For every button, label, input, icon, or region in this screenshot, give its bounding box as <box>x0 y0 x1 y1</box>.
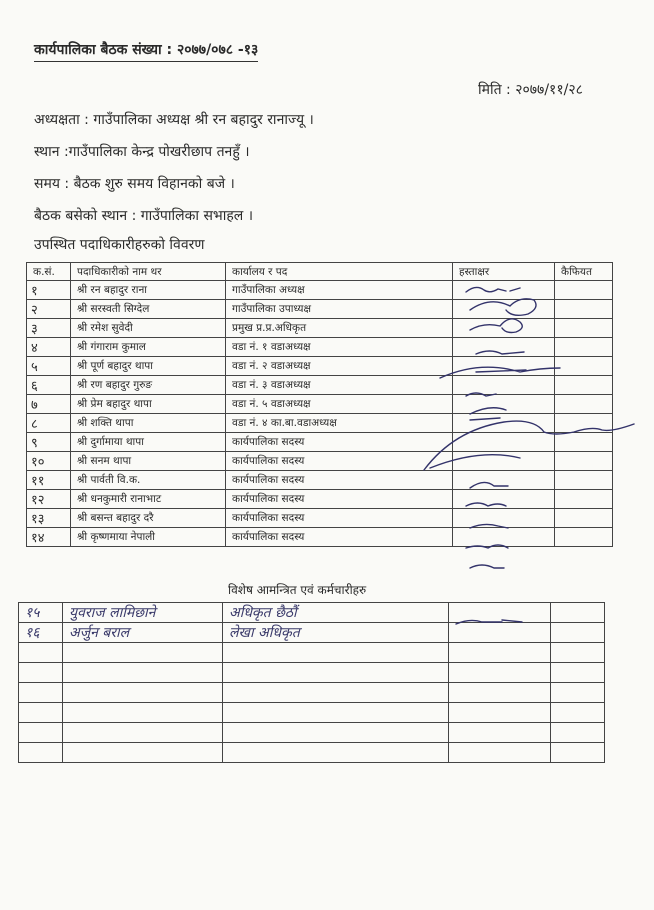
invitee-name <box>63 703 223 723</box>
attendees-heading: उपस्थित पदाधिकारीहरुको विवरण <box>34 237 205 253</box>
attendee-post: कार्यपालिका सदस्य <box>226 433 453 452</box>
attendee-row <box>27 395 613 414</box>
attendee-row <box>27 319 613 338</box>
attendee-remarks-cell <box>555 528 613 547</box>
invitee-post: लेखा अधिकृत <box>223 623 449 643</box>
attendee-post: प्रमुख प्र.प्र.अधिकृत <box>226 319 453 338</box>
invitee-signature-cell <box>449 603 551 623</box>
attendee-name: श्री गंगाराम कुमाल <box>71 338 226 357</box>
attendee-name: श्री पार्वती वि.क. <box>71 471 226 490</box>
meeting-title: कार्यपालिका बैठक संख्या : २०७७/०७८ -१३ <box>34 40 258 62</box>
attendee-post: वडा नं. ३ वडाअध्यक्ष <box>226 376 453 395</box>
attendee-name: श्री सरस्वती सिग्देल <box>71 300 226 319</box>
time-line: समय : बैठक शुरु समय विहानको बजे । <box>34 176 235 192</box>
attendee-post: गाउँपालिका उपाध्यक्ष <box>226 300 453 319</box>
attendee-signature-cell <box>453 471 555 490</box>
header-signature: हस्ताक्षर <box>453 263 555 281</box>
invitee-row <box>19 683 605 703</box>
attendee-sn: १० <box>27 452 71 471</box>
invitee-sn: १६ <box>19 623 63 643</box>
invitee-post <box>223 723 449 743</box>
attendee-sn: ८ <box>27 414 71 433</box>
attendee-sn: १३ <box>27 509 71 528</box>
invitee-post: अधिकृत छैठौं <box>223 603 449 623</box>
invitee-remarks-cell <box>551 623 605 643</box>
attendee-name: श्री कृष्णमाया नेपाली <box>71 528 226 547</box>
attendee-name: श्री प्रेम बहादुर थापा <box>71 395 226 414</box>
attendee-name: श्री बसन्त बहादुर दरै <box>71 509 226 528</box>
invitee-remarks-cell <box>551 723 605 743</box>
attendee-row <box>27 357 613 376</box>
attendee-signature-cell <box>453 528 555 547</box>
attendee-signature-cell <box>453 414 555 433</box>
attendee-row <box>27 300 613 319</box>
attendee-signature-cell <box>453 319 555 338</box>
attendee-row <box>27 433 613 452</box>
invitee-name <box>63 643 223 663</box>
invitee-signature-cell <box>449 683 551 703</box>
attendee-name: श्री रन बहादुर राना <box>71 281 226 300</box>
attendee-remarks-cell <box>555 452 613 471</box>
invitee-remarks-cell <box>551 663 605 683</box>
attendee-signature-cell <box>453 490 555 509</box>
attendee-signature-cell <box>453 281 555 300</box>
attendee-sn: १२ <box>27 490 71 509</box>
invitee-name <box>63 743 223 763</box>
invitee-name <box>63 683 223 703</box>
attendee-post: वडा नं. २ वडाअध्यक्ष <box>226 357 453 376</box>
invitee-sn <box>19 683 63 703</box>
attendee-signature-cell <box>453 395 555 414</box>
invitee-signature-cell <box>449 643 551 663</box>
attendee-remarks-cell <box>555 338 613 357</box>
attendee-post: वडा नं. १ वडाअध्यक्ष <box>226 338 453 357</box>
invitee-post <box>223 683 449 703</box>
attendee-remarks-cell <box>555 281 613 300</box>
attendee-sn: ९ <box>27 433 71 452</box>
invitee-row <box>19 623 605 643</box>
invitee-signature-cell <box>449 623 551 643</box>
attendee-remarks-cell <box>555 471 613 490</box>
attendee-name: श्री रण बहादुर गुरुङ <box>71 376 226 395</box>
invitee-row <box>19 743 605 763</box>
attendee-sn: ४ <box>27 338 71 357</box>
venue-line: बैठक बसेको स्थान : गाउँपालिका सभाहल । <box>34 208 254 224</box>
invitees-table <box>18 602 605 763</box>
attendee-sn: १ <box>27 281 71 300</box>
invitee-signature-cell <box>449 723 551 743</box>
attendee-post: गाउँपालिका अध्यक्ष <box>226 281 453 300</box>
invitee-row <box>19 663 605 683</box>
attendee-name: श्री धनकुमारी रानाभाट <box>71 490 226 509</box>
attendee-remarks-cell <box>555 376 613 395</box>
invitee-sn: १५ <box>19 603 63 623</box>
special-invitees-heading: विशेष आमन्त्रित एवं कर्मचारीहरु <box>228 583 367 597</box>
header-name: पदाधिकारीको नाम थर <box>71 263 226 281</box>
attendee-sn: १४ <box>27 528 71 547</box>
invitee-remarks-cell <box>551 743 605 763</box>
attendee-post: कार्यपालिका सदस्य <box>226 490 453 509</box>
attendee-row <box>27 471 613 490</box>
attendee-sn: ११ <box>27 471 71 490</box>
attendee-name: श्री पूर्ण बहादुर थापा <box>71 357 226 376</box>
attendee-sn: २ <box>27 300 71 319</box>
invitee-post <box>223 703 449 723</box>
invitee-remarks-cell <box>551 703 605 723</box>
attendee-remarks-cell <box>555 395 613 414</box>
attendee-sn: ३ <box>27 319 71 338</box>
invitee-sn <box>19 723 63 743</box>
invitee-signature-cell <box>449 663 551 683</box>
invitee-name: युवराज लामिछाने <box>63 603 223 623</box>
attendee-remarks-cell <box>555 490 613 509</box>
attendee-remarks-cell <box>555 433 613 452</box>
meeting-date: मिति : २०७७/११/२८ <box>478 82 583 98</box>
invitee-post <box>223 743 449 763</box>
attendee-signature-cell <box>453 300 555 319</box>
header-sn: क.सं. <box>27 263 71 281</box>
invitee-sn <box>19 703 63 723</box>
attendee-signature-cell <box>453 452 555 471</box>
attendee-name: श्री रमेश सुवेदी <box>71 319 226 338</box>
invitee-sn <box>19 663 63 683</box>
attendee-post: कार्यपालिका सदस्य <box>226 471 453 490</box>
invitee-signature-cell <box>449 703 551 723</box>
invitee-row <box>19 723 605 743</box>
attendee-remarks-cell <box>555 357 613 376</box>
attendee-row <box>27 452 613 471</box>
attendee-post: वडा नं. ४ का.बा.वडाअध्यक्ष <box>226 414 453 433</box>
invitee-name <box>63 723 223 743</box>
attendee-row <box>27 528 613 547</box>
attendee-post: कार्यपालिका सदस्य <box>226 452 453 471</box>
invitee-signature-cell <box>449 743 551 763</box>
attendee-name: श्री सनम थापा <box>71 452 226 471</box>
attendee-remarks-cell <box>555 414 613 433</box>
attendees-header-row <box>27 263 613 281</box>
attendee-signature-cell <box>453 376 555 395</box>
attendee-row <box>27 281 613 300</box>
invitee-sn <box>19 743 63 763</box>
attendee-signature-cell <box>453 338 555 357</box>
attendee-row <box>27 509 613 528</box>
invitee-post <box>223 643 449 663</box>
invitee-row <box>19 703 605 723</box>
attendee-post: वडा नं. ५ वडाअध्यक्ष <box>226 395 453 414</box>
attendees-table <box>26 262 613 547</box>
attendee-remarks-cell <box>555 319 613 338</box>
attendee-row <box>27 490 613 509</box>
attendee-remarks-cell <box>555 300 613 319</box>
attendee-sn: ५ <box>27 357 71 376</box>
attendee-row <box>27 414 613 433</box>
attendee-signature-cell <box>453 433 555 452</box>
invitee-sn <box>19 643 63 663</box>
header-remarks: कैफियत <box>555 263 613 281</box>
invitee-remarks-cell <box>551 683 605 703</box>
attendee-signature-cell <box>453 357 555 376</box>
invitee-row <box>19 643 605 663</box>
invitee-remarks-cell <box>551 643 605 663</box>
invitee-post <box>223 663 449 683</box>
attendee-name: श्री दुर्गामाया थापा <box>71 433 226 452</box>
place-line: स्थान :गाउँपालिका केन्द्र पोखरीछाप तनहुँ । <box>34 144 250 160</box>
attendee-post: कार्यपालिका सदस्य <box>226 509 453 528</box>
attendee-sn: ६ <box>27 376 71 395</box>
attendee-remarks-cell <box>555 509 613 528</box>
attendee-sn: ७ <box>27 395 71 414</box>
invitee-row <box>19 603 605 623</box>
signature-13 <box>470 565 504 568</box>
invitee-remarks-cell <box>551 603 605 623</box>
attendee-row <box>27 338 613 357</box>
header-post: कार्यालय र पद <box>226 263 453 281</box>
invitee-name: अर्जुन बराल <box>63 623 223 643</box>
invitee-name <box>63 663 223 683</box>
attendee-row <box>27 376 613 395</box>
attendee-name: श्री शक्ति थापा <box>71 414 226 433</box>
attendee-post: कार्यपालिका सदस्य <box>226 528 453 547</box>
chair-line: अध्यक्षता : गाउँपालिका अध्यक्ष श्री रन बहादुर रानाज्यू । <box>34 112 314 128</box>
attendee-signature-cell <box>453 509 555 528</box>
